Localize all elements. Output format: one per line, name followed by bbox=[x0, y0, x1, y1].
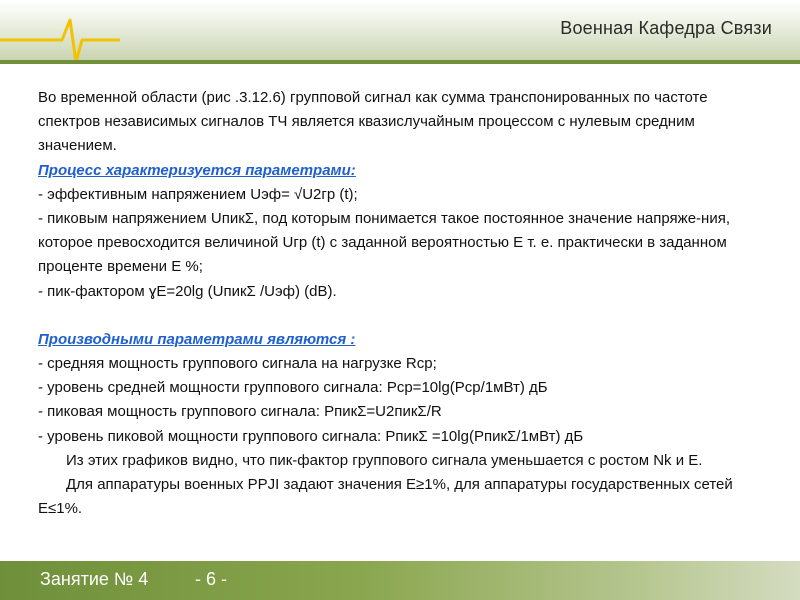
derived-average-power-level: - уровень средней мощности группового сигнала: Рср=10lg(Рср/1мВт) дБ bbox=[38, 379, 548, 397]
footer-lesson: Занятие № 4 bbox=[40, 569, 149, 589]
header-divider bbox=[0, 60, 800, 64]
pulse-icon bbox=[0, 0, 120, 64]
footer-page-number: - 6 - bbox=[195, 569, 228, 589]
intro-paragraph: Во временной области (рис .3.12.6) групповой сигнал как сумма транспонированных по частоте спектров независимых сигналов ТЧ является квазислучайным процессом с нулевым средним значением. bbox=[38, 89, 708, 155]
heading-derived-parameters: Производными параметрами являются : bbox=[38, 330, 356, 348]
note-equipment-values: Для аппаратуры военных PPJI задают значения Е≥1%, для аппаратуры государственных сетей Е≤1%. bbox=[38, 476, 733, 518]
param-peak-voltage: - пиковым напряжением UпикΣ, под которым понимается такое постоянное значение напряже-ния, которое превосходится величиной Uгр (t) с заданной вероятностью Е т. е. практически в заданном проценте времени Е %; bbox=[38, 210, 730, 276]
derived-peak-power: - пиковая мощность группового сигнала: РпикΣ=U2пикΣ/R bbox=[38, 403, 442, 421]
footer bbox=[0, 561, 800, 600]
param-peak-factor: - пик-фактором ɣЕ=20lg (UпикΣ /Uэф) (dB). bbox=[38, 282, 337, 300]
slide-content bbox=[38, 86, 768, 521]
note-peak-factor: Из этих графиков видно, что пик-фактор группового сигнала уменьшается с ростом Nk и Е. bbox=[66, 451, 703, 469]
heading-process-parameters: Процесс характеризуется параметрами: bbox=[38, 161, 356, 179]
derived-peak-power-level: - уровень пиковой мощности группового сигнала: РпикΣ =10lg(РпикΣ/1мВт) дБ bbox=[38, 427, 584, 445]
derived-average-power: - средняя мощность группового сигнала на нагрузке Rср; bbox=[38, 355, 437, 373]
param-effective-voltage: - эффективным напряжением Uэф= √U2гр (t); bbox=[38, 185, 358, 203]
header bbox=[0, 0, 800, 60]
header-title: Военная Кафедра Связи bbox=[560, 18, 772, 38]
spacer bbox=[38, 304, 768, 328]
